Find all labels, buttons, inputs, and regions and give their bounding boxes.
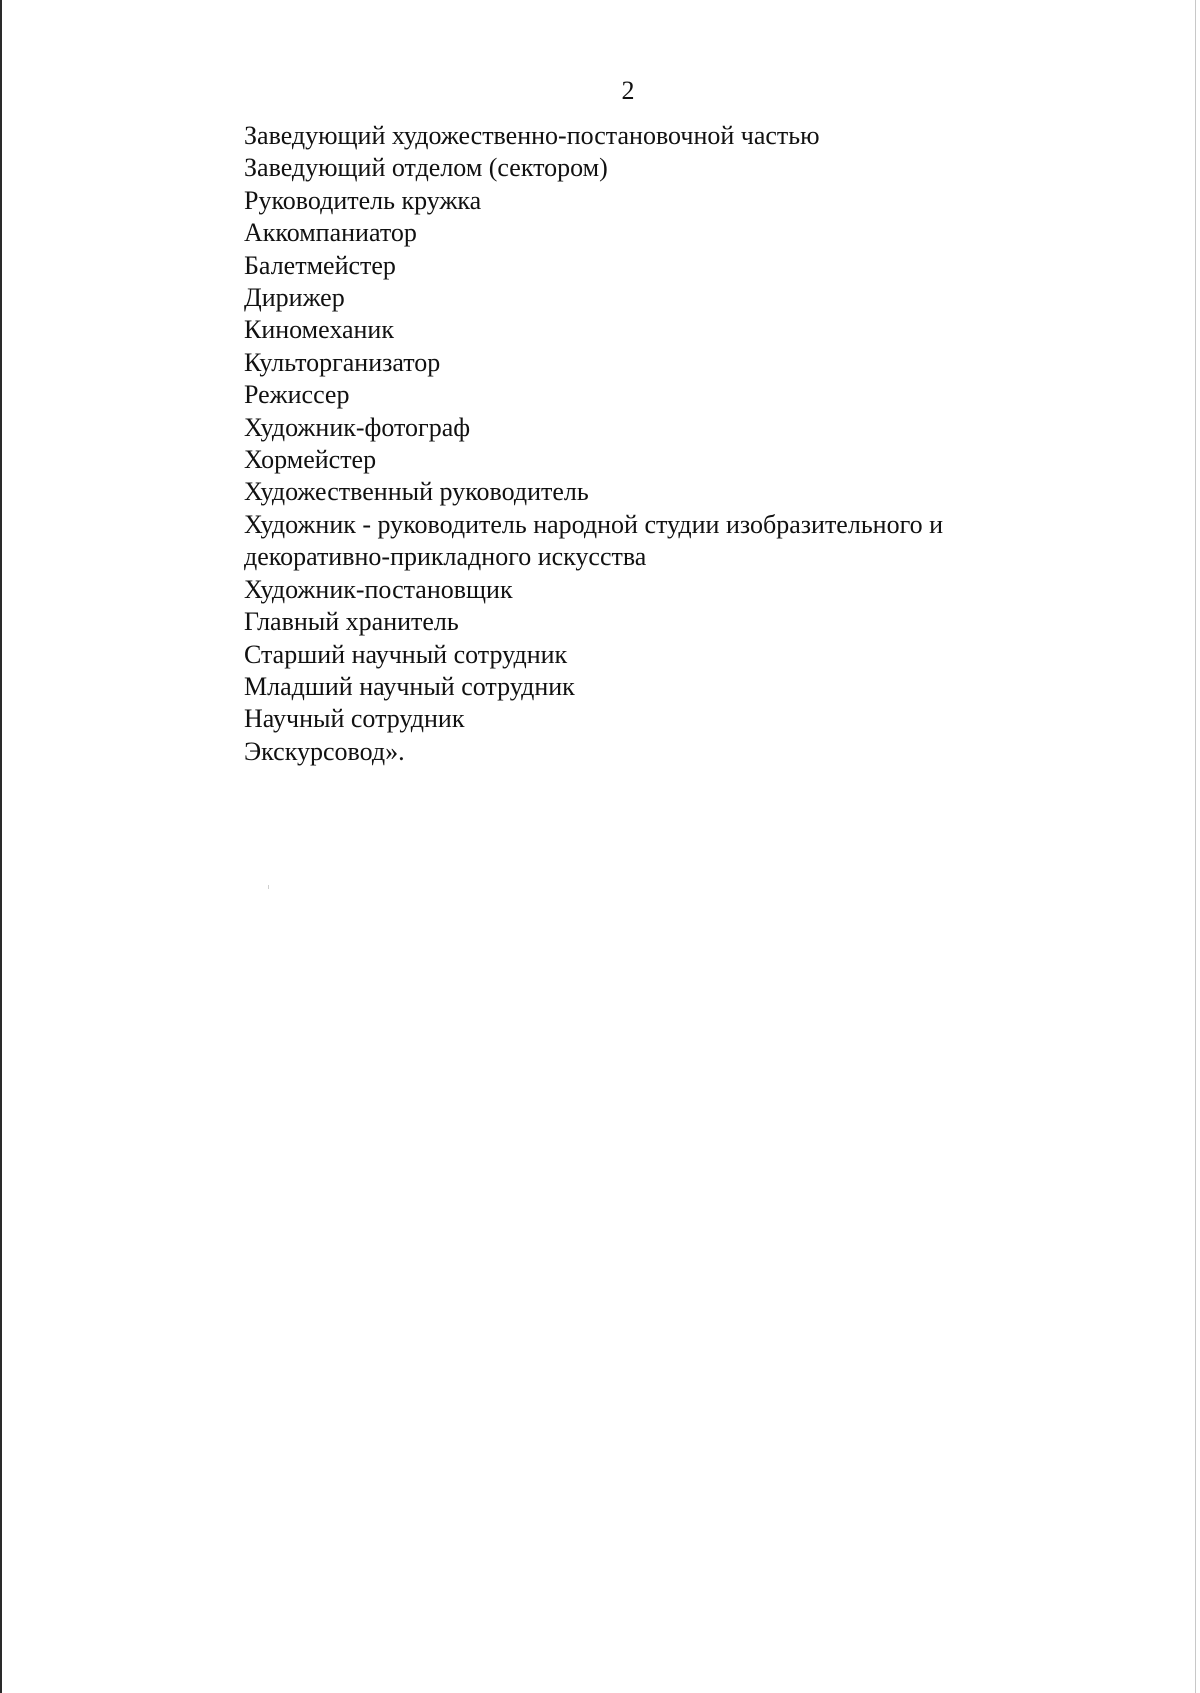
- list-item: Художник-постановщик: [244, 574, 513, 604]
- list-item: Главный хранитель: [244, 607, 459, 637]
- list-item: Хормейстер: [244, 445, 377, 475]
- list-item: Дирижер: [244, 283, 345, 313]
- list-item: Руководитель кружка: [244, 185, 482, 215]
- list-item: Старший научный сотрудник: [244, 639, 568, 669]
- list-item: Экскурсовод».: [244, 736, 405, 766]
- position-list: [244, 120, 1144, 768]
- list-item: Заведующий отделом (сектором): [244, 153, 608, 183]
- list-item: Аккомпаниатор: [244, 218, 417, 248]
- list-item: Научный сотрудник: [244, 704, 465, 734]
- list-item: декоративно-прикладного искусства: [244, 542, 647, 572]
- list-item: Художник - руководитель народной студии изобразительного и: [244, 509, 944, 539]
- list-item: Заведующий художественно-постановочной частью: [244, 121, 820, 150]
- list-item: Балетмейстер: [244, 250, 396, 280]
- scan-edge-right: [1195, 0, 1196, 1693]
- list-item: Художник-фотограф: [244, 412, 471, 442]
- list-item: Режиссер: [244, 380, 350, 410]
- scan-speck: [268, 885, 269, 889]
- list-item: Культорганизатор: [244, 347, 441, 377]
- list-item: Художественный руководитель: [244, 477, 589, 507]
- scan-edge-left: [0, 0, 2, 1693]
- list-item: Киномеханик: [244, 315, 394, 345]
- list-item: Младший научный сотрудник: [244, 671, 575, 701]
- page-number: 2: [621, 76, 635, 105]
